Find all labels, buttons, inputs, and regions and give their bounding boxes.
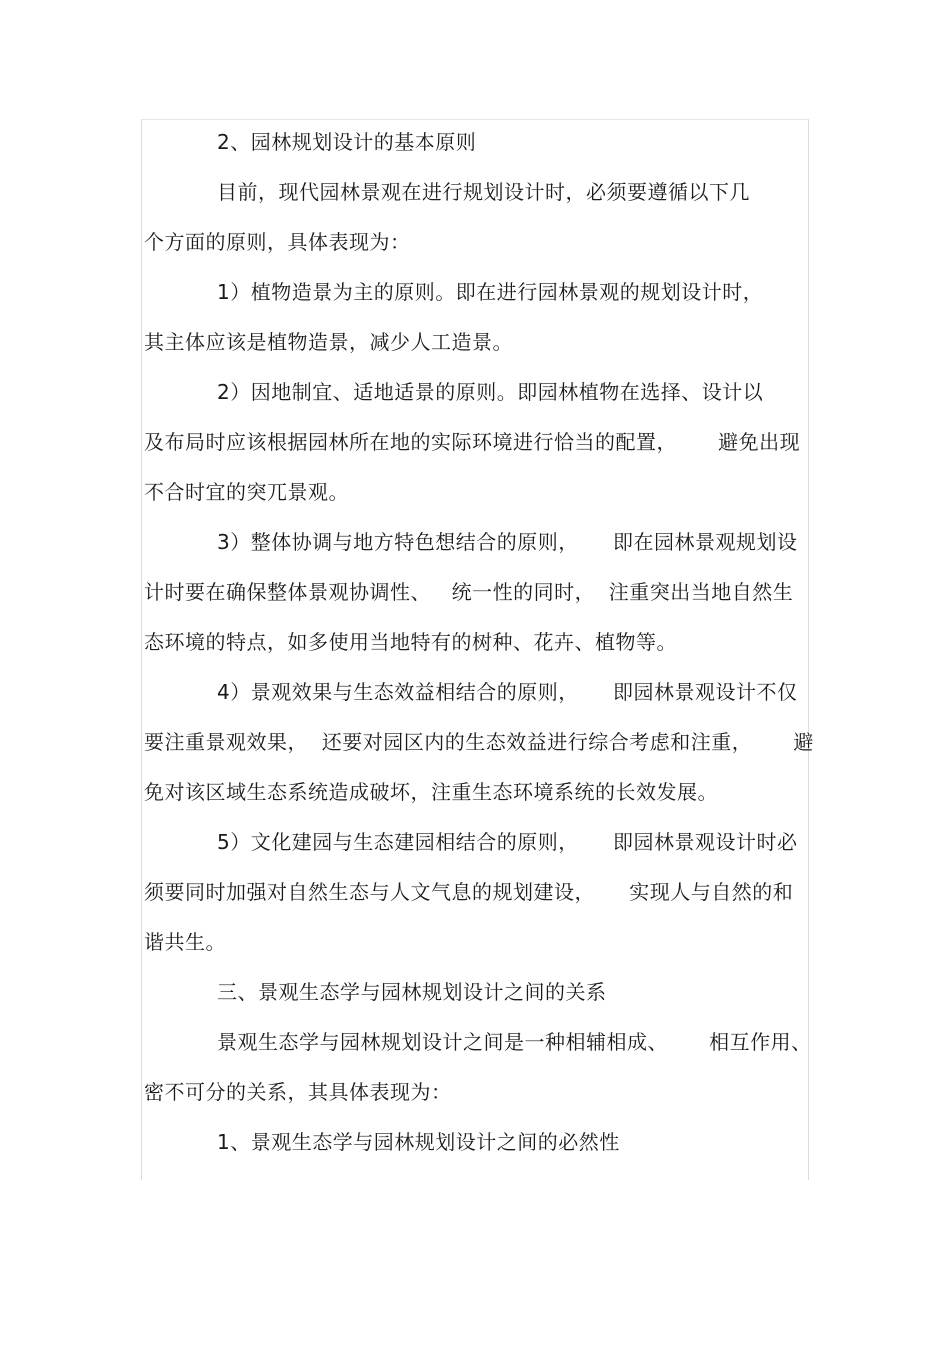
paragraph-line: 4）景观效果与生态效益相结合的原则， 即园林景观设计不仅 <box>217 680 798 704</box>
paragraph-line: 免对该区域生态系统造成破坏，注重生态环境系统的长效发展。 <box>144 780 718 804</box>
paragraph-line: 要注重景观效果， 还要对园区内的生态效益进行综合考虑和注重， 避 <box>144 730 814 754</box>
paragraph-line: 须要同时加强对自然生态与人文气息的规划建设， 实现人与自然的和 <box>144 880 794 904</box>
paragraph-line: 计时要在确保整体景观协调性、 统一性的同时， 注重突出当地自然生 <box>144 580 794 604</box>
paragraph-line: 目前，现代园林景观在进行规划设计时，必须要遵循以下几 <box>217 180 750 204</box>
paragraph-line: 不合时宜的突兀景观。 <box>144 480 349 504</box>
paragraph-line: 3）整体协调与地方特色想结合的原则， 即在园林景观规划设 <box>217 530 798 554</box>
paragraph-line: 其主体应该是植物造景，减少人工造景。 <box>144 330 513 354</box>
paragraph-line: 2）因地制宜、适地适景的原则。即园林植物在选择、设计以 <box>217 380 764 404</box>
paragraph-line: 1）植物造景为主的原则。即在进行园林景观的规划设计时， <box>217 280 764 304</box>
paragraph-line: 5）文化建园与生态建园相结合的原则， 即园林景观设计时必 <box>217 830 798 854</box>
subsection-heading: 1、景观生态学与园林规划设计之间的必然性 <box>217 1130 620 1154</box>
section-heading-relationship: 三、景观生态学与园林规划设计之间的关系 <box>217 980 607 1004</box>
paragraph-line: 景观生态学与园林规划设计之间是一种相辅相成、 相互作用、 <box>217 1030 812 1054</box>
paragraph-line: 个方面的原则，具体表现为： <box>144 230 411 254</box>
paragraph-line: 密不可分的关系，其具体表现为： <box>144 1080 452 1104</box>
paragraph-line: 及布局时应该根据园林所在地的实际环境进行恰当的配置， 避免出现 <box>144 430 801 454</box>
section-heading-principles: 2、园林规划设计的基本原则 <box>217 130 477 154</box>
paragraph-line: 态环境的特点，如多使用当地特有的树种、花卉、植物等。 <box>144 630 677 654</box>
paragraph-line: 谐共生。 <box>144 930 226 954</box>
